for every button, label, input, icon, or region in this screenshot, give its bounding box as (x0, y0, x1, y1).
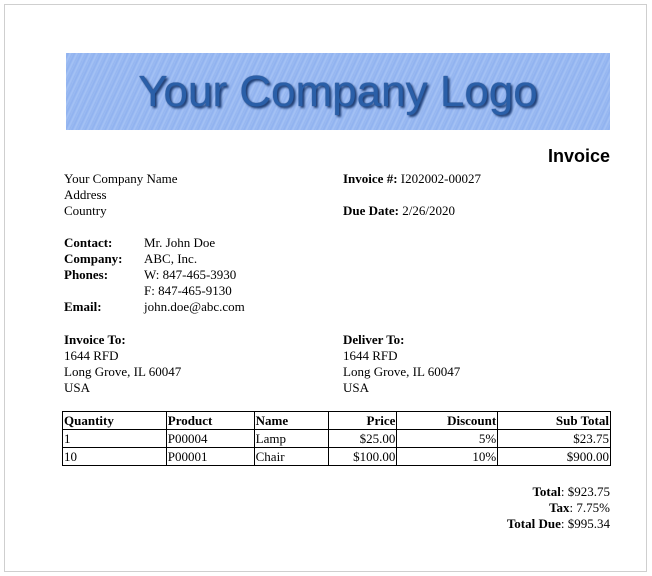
contact-company: ABC, Inc. (144, 251, 198, 266)
table-row (63, 448, 611, 466)
deliver-to-line3: USA (343, 380, 370, 395)
cell-discount: 5% (397, 430, 498, 448)
table-row (63, 430, 611, 448)
table-header-row (63, 412, 611, 430)
header-price: Price (329, 412, 397, 430)
phones-label: Phones: (64, 267, 109, 282)
company-block (64, 171, 178, 219)
tax-line (507, 500, 610, 516)
header-name: Name (254, 412, 329, 430)
tax-label: Tax (549, 500, 570, 515)
cell-name: Chair (254, 448, 329, 466)
cell-quantity: 10 (63, 448, 167, 466)
total-value: : $923.75 (560, 484, 610, 499)
due-date-line (343, 203, 455, 219)
cell-discount: 10% (397, 448, 498, 466)
contact-block (64, 235, 245, 315)
invoice-number-label: Invoice #: (343, 171, 398, 186)
invoice-title: Invoice (547, 146, 610, 166)
tax-value: : 7.75% (569, 500, 610, 515)
phone-work: W: 847-465-3930 (144, 267, 237, 282)
total-label: Total (532, 484, 561, 499)
deliver-to-label: Deliver To: (343, 332, 405, 347)
header-quantity: Quantity (63, 412, 167, 430)
cell-subtotal: $900.00 (498, 448, 611, 466)
invoice-to-label: Invoice To: (64, 332, 126, 347)
logo-text: Your Company Logo (138, 66, 538, 116)
header-subtotal: Sub Total (498, 412, 611, 430)
contact-email: john.doe@abc.com (144, 299, 245, 314)
items-table (62, 411, 611, 466)
deliver-to-line2: Long Grove, IL 60047 (343, 364, 461, 379)
cell-price: $25.00 (329, 430, 397, 448)
company-country: Country (64, 203, 107, 218)
contact-name: Mr. John Doe (144, 235, 216, 250)
company-address: Address (64, 187, 107, 202)
cell-subtotal: $23.75 (498, 430, 611, 448)
due-date-label: Due Date: (343, 203, 399, 218)
total-line (507, 484, 610, 500)
totals-block (507, 484, 610, 532)
company-logo (66, 53, 610, 130)
company-name: Your Company Name (64, 171, 178, 186)
cell-product: P00004 (166, 430, 254, 448)
invoice-number: I202002-00027 (400, 171, 481, 186)
cell-name: Lamp (254, 430, 329, 448)
total-due-line (507, 516, 610, 532)
total-due-label: Total Due (506, 516, 561, 531)
contact-label: Contact: (64, 235, 113, 250)
cell-quantity: 1 (63, 430, 167, 448)
email-label: Email: (64, 299, 102, 314)
invoice-to-line3: USA (64, 380, 91, 395)
deliver-to-block (343, 332, 460, 396)
company-label: Company: (64, 251, 123, 266)
header-product: Product (166, 412, 254, 430)
invoice-to-block (64, 332, 181, 396)
due-date: 2/26/2020 (402, 203, 455, 218)
deliver-to-line1: 1644 RFD (343, 348, 398, 363)
total-due-value: : $995.34 (560, 516, 610, 531)
cell-price: $100.00 (329, 448, 397, 466)
invoice-to-line1: 1644 RFD (64, 348, 119, 363)
invoice-to-line2: Long Grove, IL 60047 (64, 364, 182, 379)
invoice-number-line (343, 171, 481, 187)
cell-product: P00001 (166, 448, 254, 466)
header-discount: Discount (397, 412, 498, 430)
phone-fax: F: 847-465-9130 (144, 283, 232, 298)
